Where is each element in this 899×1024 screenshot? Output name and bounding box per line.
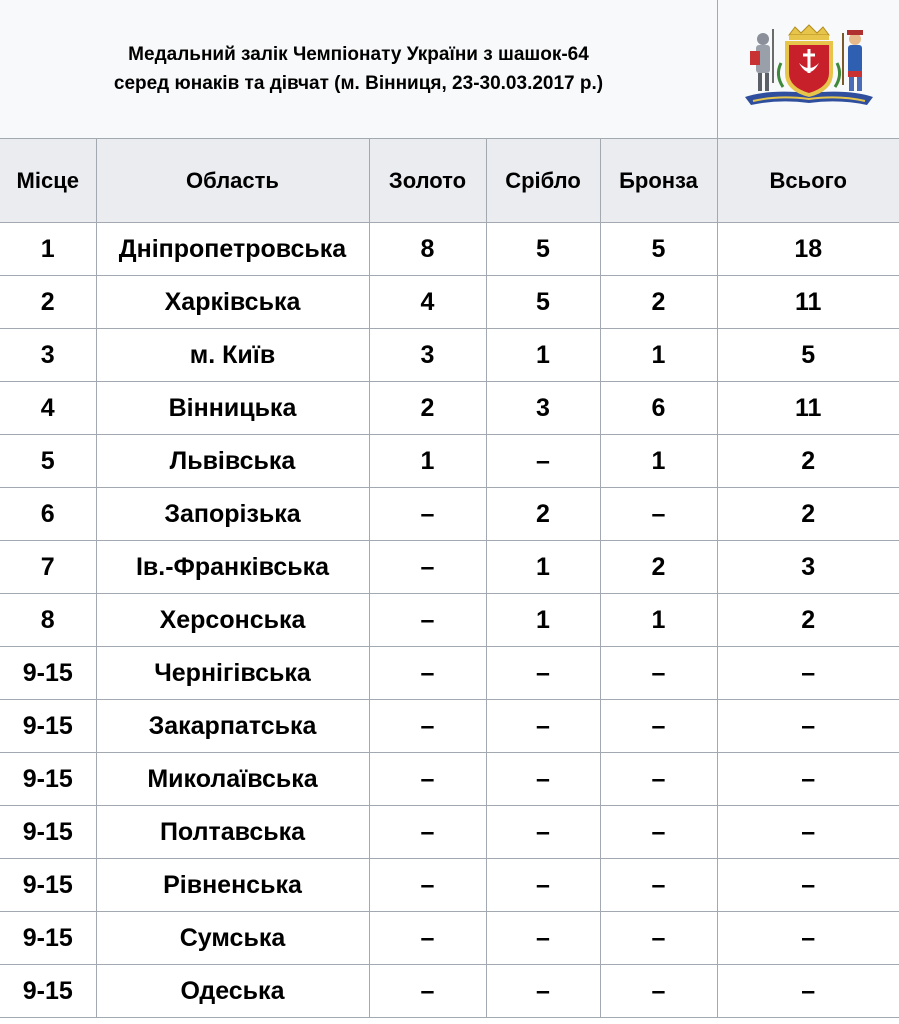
table-row [0,700,899,753]
header-total: Всього [717,139,899,223]
medal-table [0,139,899,1018]
logo-cell [718,0,899,139]
silver-cell: 1 [486,541,600,594]
silver-cell: 3 [486,382,600,435]
place-cell: 7 [0,541,96,594]
bronze-cell: 6 [600,382,717,435]
place-cell: 9-15 [0,912,96,965]
header-region: Область [96,139,369,223]
total-cell: 18 [717,223,899,276]
total-cell: – [717,912,899,965]
bronze-cell: 1 [600,329,717,382]
region-cell: Ів.-Франківська [96,541,369,594]
silver-cell: – [486,912,600,965]
table-row [0,912,899,965]
header-silver: Срібло [486,139,600,223]
region-cell: Запорізька [96,488,369,541]
place-cell: 6 [0,488,96,541]
bronze-cell: – [600,859,717,912]
gold-cell: – [369,700,486,753]
gold-cell: – [369,488,486,541]
region-cell: Сумська [96,912,369,965]
gold-cell: – [369,753,486,806]
silver-cell: – [486,859,600,912]
place-cell: 1 [0,223,96,276]
total-cell: 5 [717,329,899,382]
table-row [0,382,899,435]
silver-cell: – [486,753,600,806]
bronze-cell: – [600,700,717,753]
total-cell: – [717,859,899,912]
gold-cell: 2 [369,382,486,435]
region-cell: Миколаївська [96,753,369,806]
table-title [0,0,718,139]
region-cell: Львівська [96,435,369,488]
total-cell: – [717,647,899,700]
gold-cell: – [369,806,486,859]
silver-cell: 5 [486,223,600,276]
total-cell: 11 [717,382,899,435]
place-cell: 9-15 [0,700,96,753]
bronze-cell: 5 [600,223,717,276]
place-cell: 8 [0,594,96,647]
silver-cell: 5 [486,276,600,329]
table-row [0,435,899,488]
silver-cell: 2 [486,488,600,541]
title-line-1: Медальний залік Чемпіонату України з шашок-64 [128,44,589,65]
place-cell: 9-15 [0,965,96,1018]
place-cell: 3 [0,329,96,382]
table-row [0,965,899,1018]
silver-cell: 1 [486,594,600,647]
total-cell: 3 [717,541,899,594]
place-cell: 4 [0,382,96,435]
gold-cell: – [369,541,486,594]
total-cell: – [717,753,899,806]
place-cell: 9-15 [0,859,96,912]
table-row [0,753,899,806]
total-cell: 2 [717,435,899,488]
place-cell: 9-15 [0,647,96,700]
silver-cell: – [486,806,600,859]
total-cell: – [717,965,899,1018]
region-cell: Одеська [96,965,369,1018]
gold-cell: – [369,859,486,912]
region-cell: Вінницька [96,382,369,435]
region-cell: Закарпатська [96,700,369,753]
bronze-cell: – [600,647,717,700]
bronze-cell: 2 [600,276,717,329]
table-row [0,647,899,700]
region-cell: Чернігівська [96,647,369,700]
bronze-cell: – [600,753,717,806]
table-row [0,276,899,329]
bronze-cell: – [600,965,717,1018]
region-cell: Харківська [96,276,369,329]
region-cell: Рівненська [96,859,369,912]
header-place: Місце [0,139,96,223]
gold-cell: – [369,594,486,647]
gold-cell: 3 [369,329,486,382]
header-row [0,139,899,223]
total-cell: 11 [717,276,899,329]
place-cell: 5 [0,435,96,488]
region-cell: Полтавська [96,806,369,859]
header-bronze: Бронза [600,139,717,223]
bronze-cell: – [600,912,717,965]
bronze-cell: – [600,488,717,541]
gold-cell: – [369,965,486,1018]
header-gold: Золото [369,139,486,223]
table-row [0,329,899,382]
place-cell: 9-15 [0,753,96,806]
bronze-cell: 2 [600,541,717,594]
silver-cell: 1 [486,329,600,382]
vinnytsia-coat-of-arms-icon [739,23,879,115]
table-row [0,488,899,541]
gold-cell: 8 [369,223,486,276]
total-cell: – [717,806,899,859]
table-row [0,806,899,859]
gold-cell: – [369,912,486,965]
region-cell: Дніпропетровська [96,223,369,276]
gold-cell: – [369,647,486,700]
total-cell: 2 [717,594,899,647]
gold-cell: 1 [369,435,486,488]
total-cell: – [717,700,899,753]
total-cell: 2 [717,488,899,541]
bronze-cell: 1 [600,594,717,647]
silver-cell: – [486,435,600,488]
gold-cell: 4 [369,276,486,329]
silver-cell: – [486,647,600,700]
table-row [0,594,899,647]
silver-cell: – [486,700,600,753]
bronze-cell: – [600,806,717,859]
title-line-2: серед юнаків та дівчат (м. Вінниця, 23-30.03.2017 р.) [113,73,604,94]
table-row [0,859,899,912]
table-row [0,541,899,594]
table-row [0,223,899,276]
region-cell: м. Київ [96,329,369,382]
silver-cell: – [486,965,600,1018]
region-cell: Херсонська [96,594,369,647]
place-cell: 2 [0,276,96,329]
bronze-cell: 1 [600,435,717,488]
place-cell: 9-15 [0,806,96,859]
